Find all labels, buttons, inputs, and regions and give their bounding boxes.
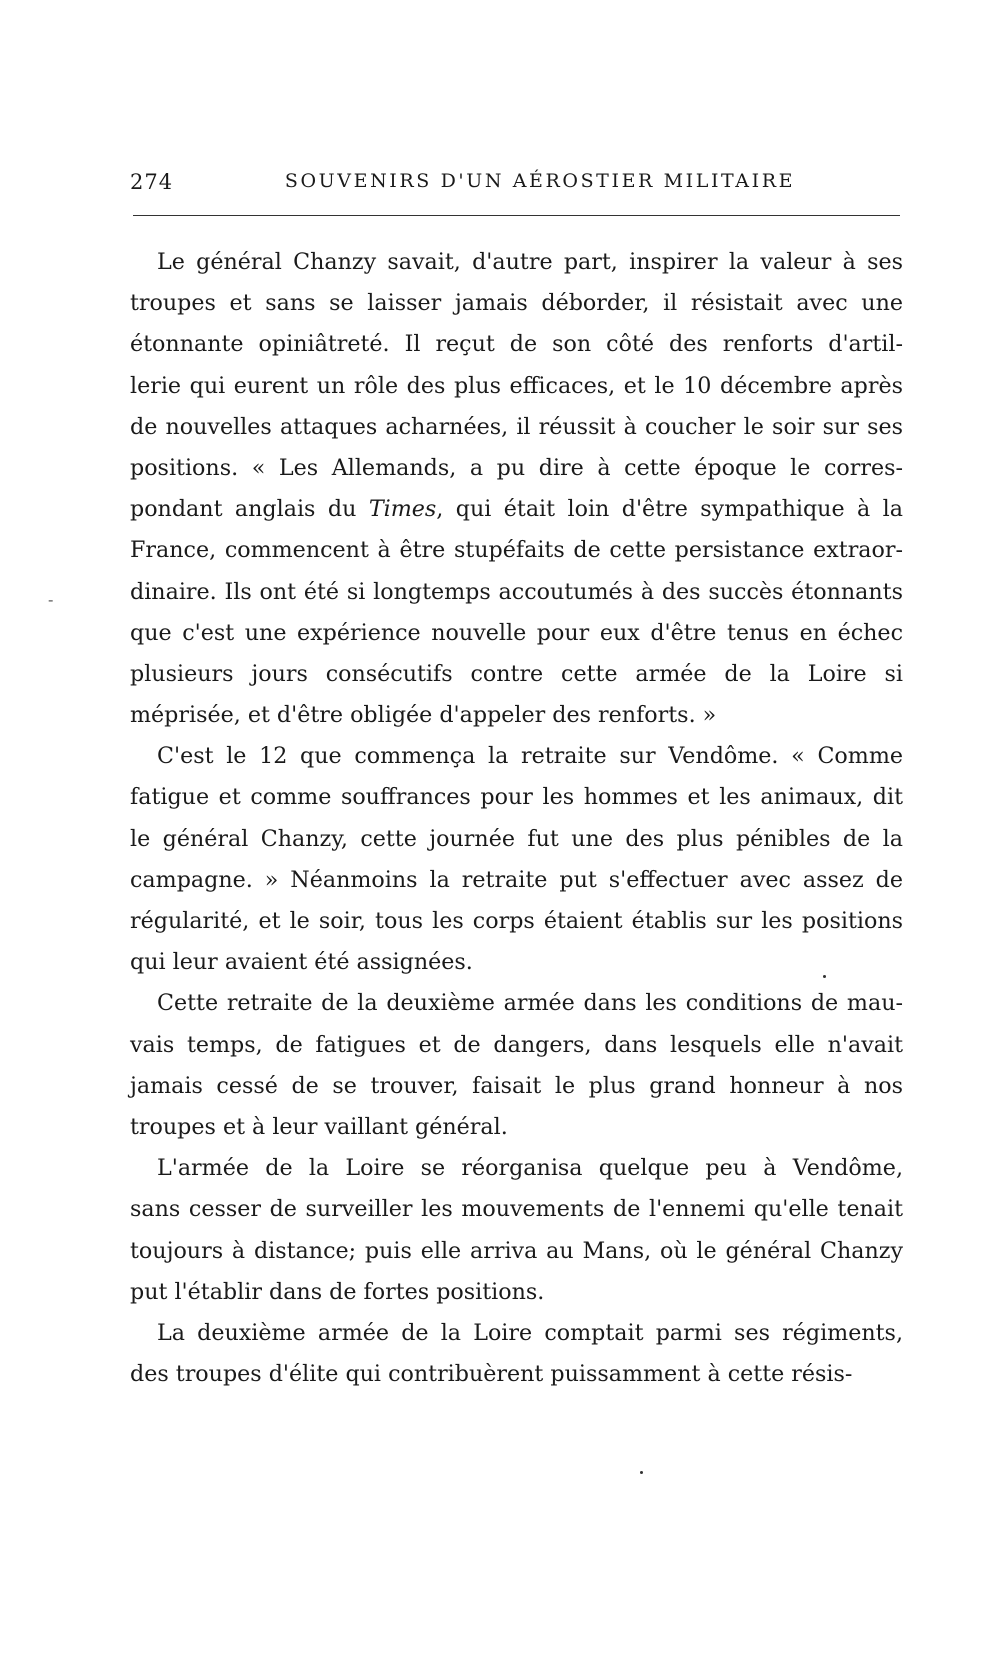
text-line: que c'est une expérience nouvelle pour eux d'être tenus en échec <box>130 619 903 646</box>
text-line: troupes et sans se laisser jamais déborder, il résistait avec une <box>130 290 903 317</box>
paragraph <box>130 736 903 983</box>
text-line: troupes et à leur vaillant général. <box>130 1113 508 1140</box>
margin-mark: - <box>48 590 54 609</box>
text-line: de nouvelles attaques acharnées, il réussit à coucher le soir sur ses <box>130 413 903 440</box>
text-line: étonnante opiniâtreté. Il reçut de son côté des renforts d'artil- <box>130 331 903 358</box>
text-line: jamais cessé de se trouver, faisait le plus grand honneur à nos <box>130 1072 903 1099</box>
text-line: méprisée, et d'être obligée d'appeler des renforts. » <box>130 702 717 729</box>
body-text <box>130 242 903 1395</box>
text-line: dinaire. Ils ont été si longtemps accoutumés à des succès étonnants <box>130 578 903 605</box>
header-rule <box>133 215 900 216</box>
text-line: put l'établir dans de fortes positions. <box>130 1278 545 1305</box>
text-line: des troupes d'élite qui contribuèrent puissamment à cette résis- <box>130 1361 853 1388</box>
ink-speck <box>640 1471 643 1474</box>
paragraph <box>130 1148 903 1313</box>
text-line: pondant anglais du Times, qui était loin d'être sympathique à la <box>130 496 904 523</box>
text-line: qui leur avaient été assignées. <box>130 949 473 976</box>
running-title: SOUVENIRS D'UN AÉROSTIER MILITAIRE <box>284 170 796 192</box>
text-line: C'est le 12 que commença la retraite sur Vendôme. « Comme <box>157 743 903 770</box>
paragraph <box>130 242 903 736</box>
text-line: régularité, et le soir, tous les corps étaient établis sur les positions <box>130 908 903 934</box>
running-head <box>130 170 900 202</box>
text-line: France, commencent à être stupéfaits de cette persistance extraor- <box>130 537 903 564</box>
text-line: Cette retraite de la deuxième armée dans les conditions de mau- <box>157 990 903 1017</box>
text-line: La deuxième armée de la Loire comptait parmi ses régiments, <box>157 1319 903 1346</box>
text-line: campagne. » Néanmoins la retraite put s'effectuer avec assez de <box>130 866 903 893</box>
text-line: plusieurs jours consécutifs contre cette armée de la Loire si <box>130 660 903 687</box>
paragraph <box>130 983 903 1148</box>
text-line: positions. « Les Allemands, a pu dire à cette époque le corres- <box>130 454 903 481</box>
page-number: 274 <box>130 170 174 194</box>
paragraph <box>130 1313 903 1395</box>
text-line: fatigue et comme souffrances pour les hommes et les animaux, dit <box>130 784 903 811</box>
text-line: toujours à distance; puis elle arriva au Mans, où le général Chanzy <box>130 1237 903 1264</box>
text-line: vais temps, de fatigues et de dangers, dans lesquels elle n'avait <box>130 1031 903 1058</box>
text-line: le général Chanzy, cette journée fut une des plus pénibles de la <box>130 825 903 852</box>
text-line: lerie qui eurent un rôle des plus efficaces, et le 10 décembre après <box>130 372 903 399</box>
text-line: L'armée de la Loire se réorganisa quelque peu à Vendôme, <box>157 1155 903 1182</box>
text-line: sans cesser de surveiller les mouvements de l'ennemi qu'elle tenait <box>130 1196 903 1223</box>
newspaper-title: Times <box>368 496 437 523</box>
text-line: Le général Chanzy savait, d'autre part, inspirer la valeur à ses <box>157 249 903 275</box>
